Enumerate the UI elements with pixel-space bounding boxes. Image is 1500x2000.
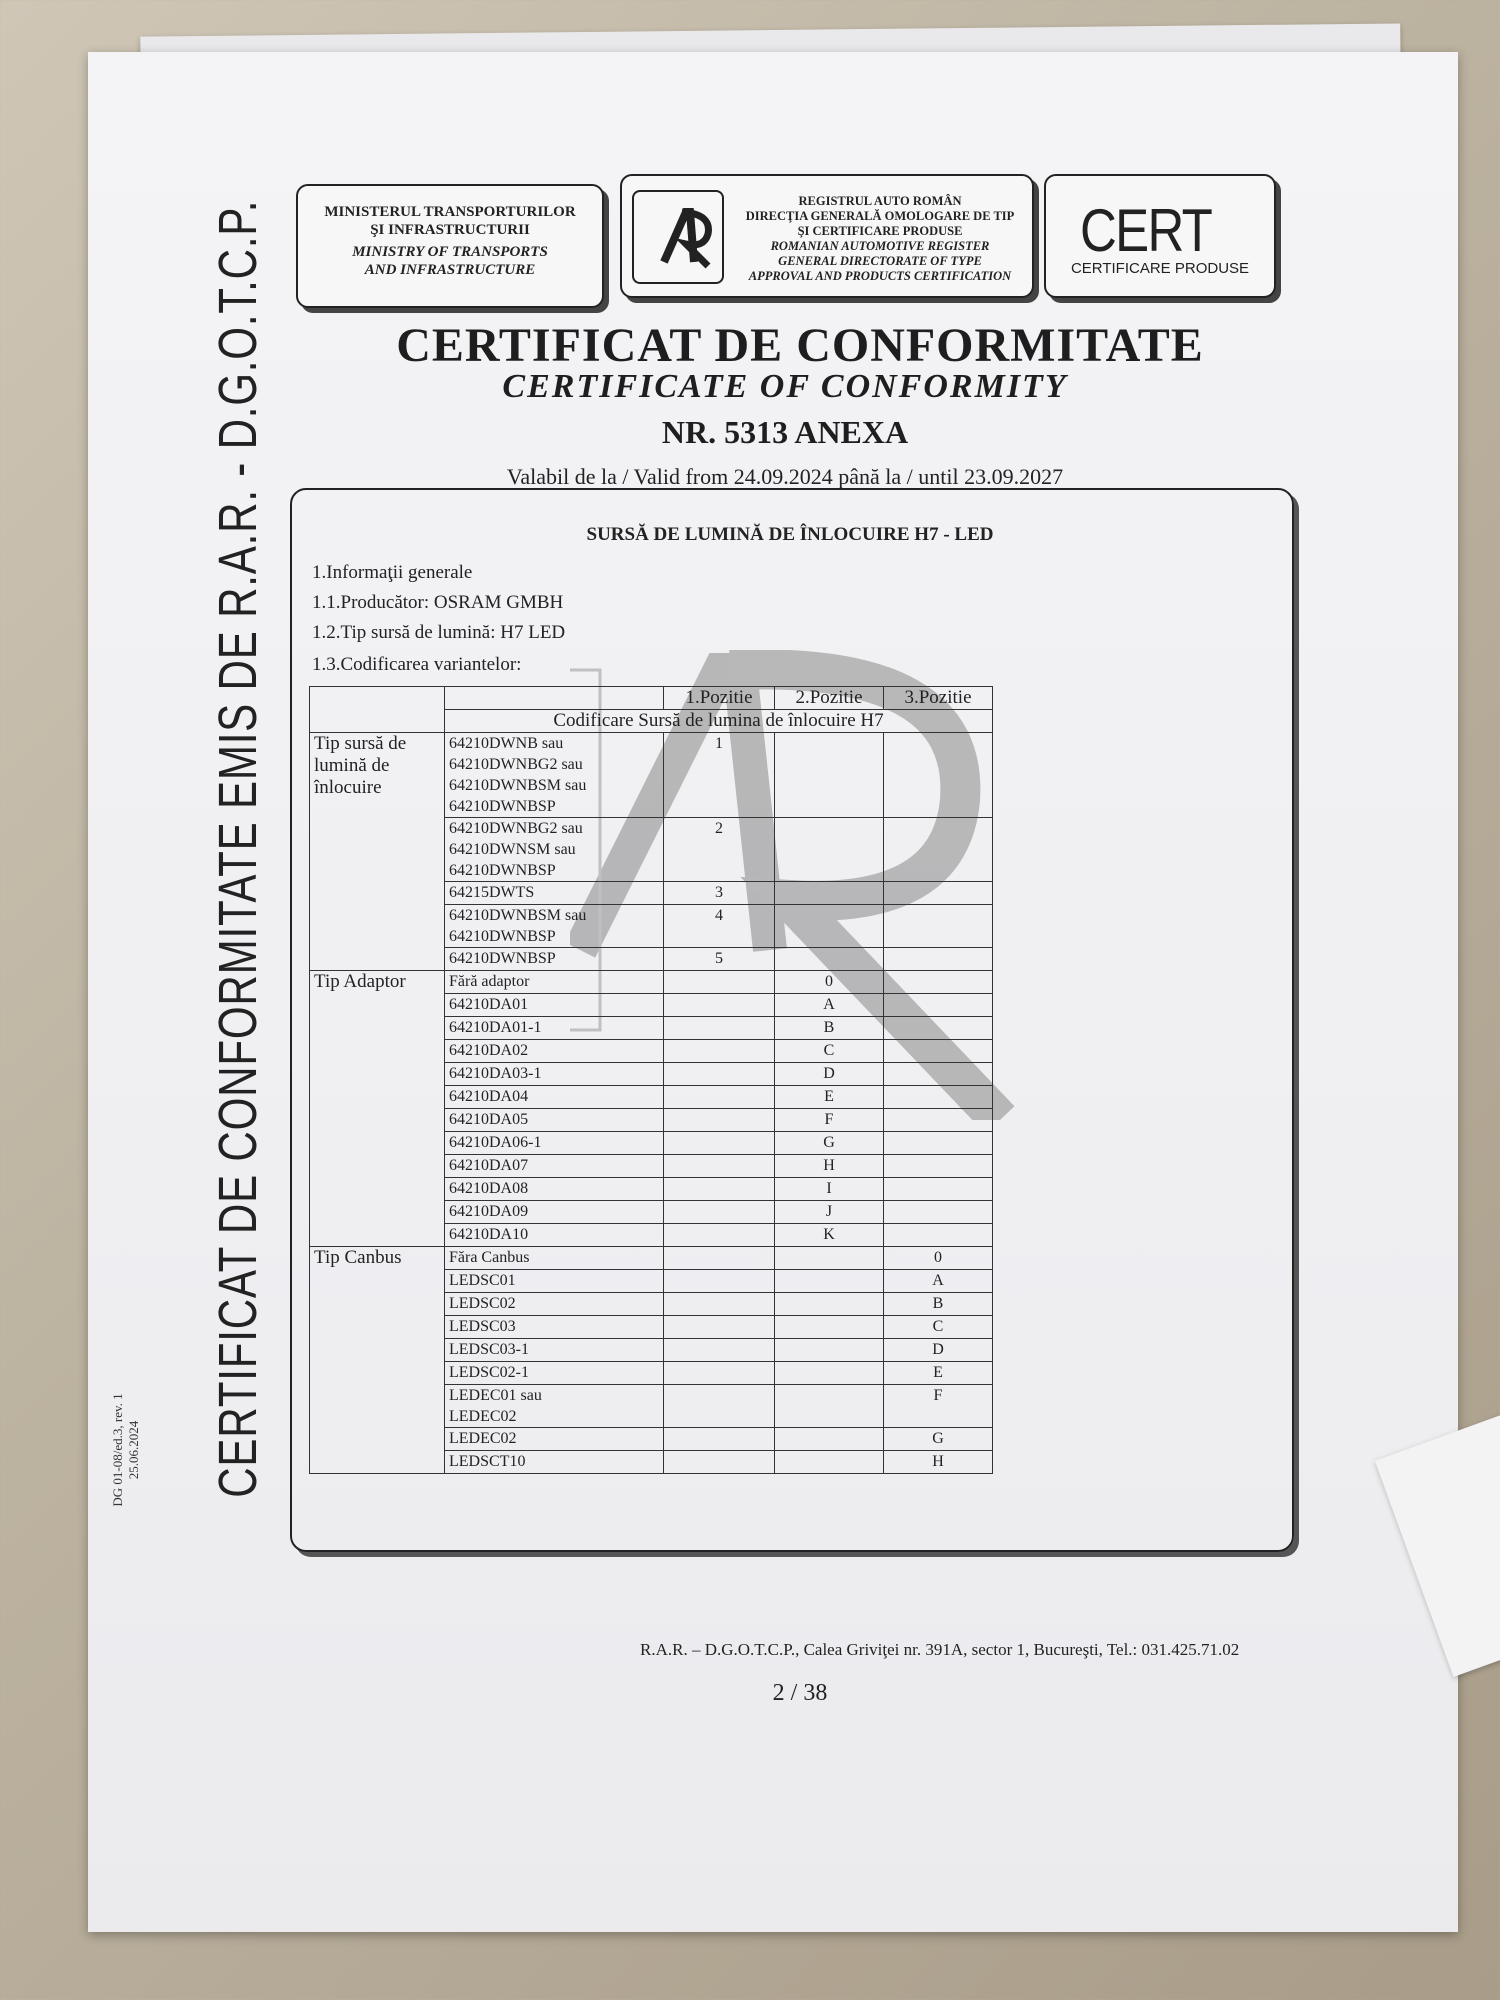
position-3-code	[884, 733, 993, 818]
position-1-code: 2	[664, 818, 775, 882]
position-1-code	[664, 1385, 775, 1428]
position-2-code: D	[775, 1063, 884, 1086]
position-3-code: A	[884, 1270, 993, 1293]
position-2-code	[775, 905, 884, 948]
rar-emblem-icon	[632, 190, 724, 284]
info-light-source-type: 1.2.Tip sursă de lumină: H7 LED	[312, 622, 566, 643]
position-3-code	[884, 1132, 993, 1155]
cert-logo	[1044, 174, 1276, 298]
header-logos	[296, 174, 1276, 308]
position-3-code	[884, 1017, 993, 1040]
table-row	[310, 971, 993, 994]
position-3-code: E	[884, 1362, 993, 1385]
variant-name: 64210DA03-1	[445, 1063, 664, 1086]
variant-name: LEDEC02	[445, 1428, 664, 1451]
position-1-code	[664, 1040, 775, 1063]
variant-name: 64215DWTS	[445, 882, 664, 905]
group-label: Tip Canbus	[310, 1247, 445, 1474]
position-3-code: D	[884, 1339, 993, 1362]
certificate-number: NR. 5313 ANEXA	[661, 414, 909, 450]
footer-address: R.A.R. – D.G.O.T.C.P., Calea Griviţei nr. 391A, sector 1, Bucureşti, Tel.: 031.425.71.02	[640, 1640, 1240, 1659]
position-3-code: 0	[884, 1247, 993, 1270]
rar-line-6: APPROVAL AND PRODUCTS CERTIFICATION	[748, 269, 1012, 283]
position-3-code: C	[884, 1316, 993, 1339]
position-3-code: F	[884, 1385, 993, 1428]
position-3-code	[884, 1063, 993, 1086]
position-2-code: 0	[775, 971, 884, 994]
section-title: SURSĂ DE LUMINĂ DE ÎNLOCUIRE H7 - LED	[586, 524, 994, 545]
position-2-code: H	[775, 1155, 884, 1178]
position-1-code: 4	[664, 905, 775, 948]
position-2-code: C	[775, 1040, 884, 1063]
position-1-code	[664, 1224, 775, 1247]
table-subheader: Codificare Sursă de lumina de înlocuire H7	[445, 710, 993, 733]
rar-logo	[620, 174, 1034, 298]
position-2-code	[775, 948, 884, 971]
variant-name: 64210DA04	[445, 1086, 664, 1109]
position-3-code	[884, 1224, 993, 1247]
variant-name: 64210DA01	[445, 994, 664, 1017]
position-3-code	[884, 948, 993, 971]
position-3-code	[884, 1178, 993, 1201]
position-2-code	[775, 1428, 884, 1451]
variant-name: 64210DWNBG2 sau 64210DWNSM sau 64210DWNBSP	[445, 818, 664, 882]
position-1-code	[664, 1362, 775, 1385]
position-2-code	[775, 1339, 884, 1362]
position-2-code: J	[775, 1201, 884, 1224]
table-row	[310, 733, 993, 818]
info-variant-coding: 1.3.Codificarea variantelor:	[312, 654, 522, 675]
position-1-code	[664, 1063, 775, 1086]
position-2-code	[775, 1293, 884, 1316]
position-3-code	[884, 971, 993, 994]
ministry-line-2: ŞI INFRASTRUCTURII	[370, 222, 530, 238]
position-2-code	[775, 1362, 884, 1385]
position-1-code	[664, 1178, 775, 1201]
position-1-code	[664, 1451, 775, 1474]
position-1-code: 1	[664, 733, 775, 818]
side-title: CERTIFICAT DE CONFORMITATE EMIS DE R.A.R. - D.G.O.T.C.P.	[208, 199, 268, 1498]
variant-name: LEDSC02-1	[445, 1362, 664, 1385]
title-en: CERTIFICATE OF CONFORMITY	[502, 368, 1068, 405]
position-3-code	[884, 1201, 993, 1224]
variant-name: 64210DA05	[445, 1109, 664, 1132]
position-1-code: 3	[664, 882, 775, 905]
table-header-row	[310, 687, 993, 710]
side-code-date: 25.06.2024	[126, 1420, 141, 1480]
position-2-code: I	[775, 1178, 884, 1201]
position-1-code	[664, 1316, 775, 1339]
position-2-code: B	[775, 1017, 884, 1040]
position-3-code	[884, 1109, 993, 1132]
position-1-code: 5	[664, 948, 775, 971]
position-1-code	[664, 1017, 775, 1040]
position-2-code: E	[775, 1086, 884, 1109]
variant-name: LEDSCT10	[445, 1451, 664, 1474]
position-1-code	[664, 1428, 775, 1451]
rar-line-3: ŞI CERTIFICARE PRODUSE	[797, 224, 963, 238]
position-1-code	[664, 1339, 775, 1362]
side-code-line: DG 01-08/ed.3, rev. 1	[110, 1393, 125, 1507]
variant-name: 64210DA02	[445, 1040, 664, 1063]
page-number: 2 / 38	[772, 1680, 828, 1706]
cert-logo-subtitle: CERTIFICARE PRODUSE	[1070, 260, 1250, 277]
position-3-code: B	[884, 1293, 993, 1316]
position-2-code: A	[775, 994, 884, 1017]
rar-line-1: REGISTRUL AUTO ROMÂN	[798, 194, 962, 208]
position-1-code	[664, 1247, 775, 1270]
variant-name: 64210DA08	[445, 1178, 664, 1201]
position-2-code	[775, 1316, 884, 1339]
ministry-logo	[296, 184, 604, 308]
header-position-2: 2.Pozitie	[775, 687, 884, 710]
variant-name: LEDEC01 sau LEDEC02	[445, 1385, 664, 1428]
cert-logo-word: CERT	[1080, 197, 1212, 264]
variant-name: LEDSC03-1	[445, 1339, 664, 1362]
position-3-code	[884, 1155, 993, 1178]
position-1-code	[664, 1086, 775, 1109]
variant-coding-table	[309, 686, 993, 1474]
position-1-code	[664, 1293, 775, 1316]
variant-name: 64210DA01-1	[445, 1017, 664, 1040]
group-label: Tip Adaptor	[310, 971, 445, 1247]
position-1-code	[664, 971, 775, 994]
position-2-code	[775, 882, 884, 905]
position-2-code: F	[775, 1109, 884, 1132]
position-3-code	[884, 905, 993, 948]
variant-name: 64210DA06-1	[445, 1132, 664, 1155]
position-3-code	[884, 882, 993, 905]
ministry-line-3: MINISTRY OF TRANSPORTS	[352, 244, 548, 260]
variant-name: Făra Canbus	[445, 1247, 664, 1270]
position-3-code: G	[884, 1428, 993, 1451]
header-position-3: 3.Pozitie	[884, 687, 993, 710]
table-row	[310, 1247, 993, 1270]
position-3-code	[884, 818, 993, 882]
position-3-code	[884, 1040, 993, 1063]
ministry-line-1: MINISTERUL TRANSPORTURILOR	[324, 204, 576, 220]
position-2-code	[775, 733, 884, 818]
position-1-code	[664, 1201, 775, 1224]
info-general: 1.Informaţii generale	[312, 562, 473, 583]
rar-line-5: GENERAL DIRECTORATE OF TYPE	[778, 254, 982, 268]
variant-name: 64210DWNB sau 64210DWNBG2 sau 64210DWNBSM sau 64210DWNBSP	[445, 733, 664, 818]
position-3-code: H	[884, 1451, 993, 1474]
position-1-code	[664, 994, 775, 1017]
variant-name: LEDSC02	[445, 1293, 664, 1316]
position-2-code: G	[775, 1132, 884, 1155]
position-2-code	[775, 1385, 884, 1428]
position-2-code: K	[775, 1224, 884, 1247]
variant-name: 64210DA09	[445, 1201, 664, 1224]
variant-name: LEDSC03	[445, 1316, 664, 1339]
rar-line-2: DIRECŢIA GENERALĂ OMOLOGARE DE TIP	[745, 209, 1015, 223]
rar-text	[730, 194, 1030, 284]
position-1-code	[664, 1270, 775, 1293]
empty-cell	[445, 687, 664, 710]
empty-cell	[310, 687, 445, 733]
header-position-1: 1.Pozitie	[664, 687, 775, 710]
position-2-code	[775, 1247, 884, 1270]
variant-name: 64210DA10	[445, 1224, 664, 1247]
variant-name: 64210DWNBSM sau 64210DWNBSP	[445, 905, 664, 948]
position-3-code	[884, 1086, 993, 1109]
position-3-code	[884, 994, 993, 1017]
title-ro: CERTIFICAT DE CONFORMITATE	[396, 319, 1204, 372]
position-2-code	[775, 1451, 884, 1474]
position-2-code	[775, 1270, 884, 1293]
ministry-line-4: AND INFRASTRUCTURE	[364, 262, 536, 278]
info-manufacturer: 1.1.Producător: OSRAM GMBH	[312, 592, 564, 613]
validity-period: Valabil de la / Valid from 24.09.2024 până la / until 23.09.2027	[506, 464, 1064, 489]
variant-name: Fără adaptor	[445, 971, 664, 994]
position-1-code	[664, 1155, 775, 1178]
group-label: Tip sursă de lumină de înlocuire	[310, 733, 445, 971]
position-1-code	[664, 1109, 775, 1132]
position-1-code	[664, 1132, 775, 1155]
variant-name: LEDSC01	[445, 1270, 664, 1293]
variant-name: 64210DWNBSP	[445, 948, 664, 971]
position-2-code	[775, 818, 884, 882]
side-document-code	[110, 1320, 164, 1580]
variant-name: 64210DA07	[445, 1155, 664, 1178]
rar-line-4: ROMANIAN AUTOMOTIVE REGISTER	[770, 239, 990, 253]
